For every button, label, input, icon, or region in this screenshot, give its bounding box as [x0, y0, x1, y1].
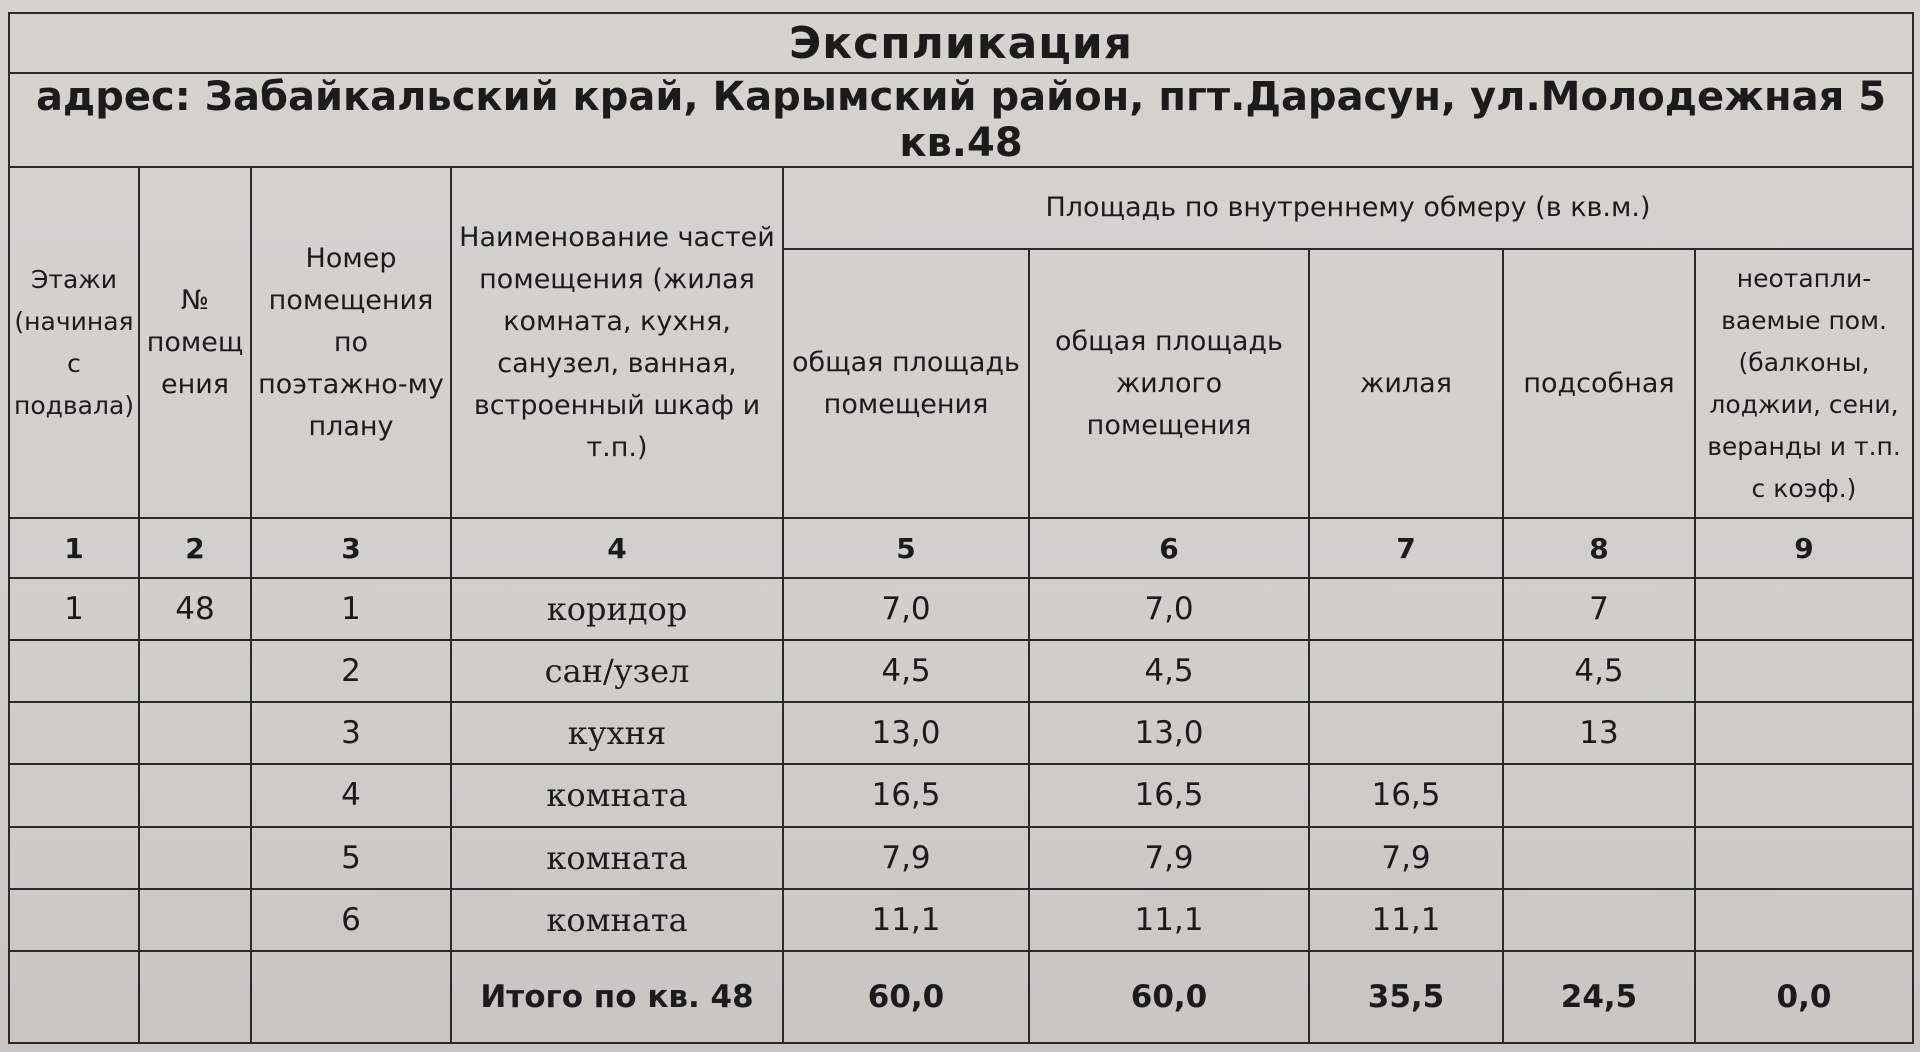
cell-unheated	[1695, 578, 1913, 640]
cell-plan-no: 3	[251, 702, 451, 764]
cell-living	[1309, 702, 1503, 764]
cell-living	[1309, 640, 1503, 702]
cell-floor	[9, 764, 139, 826]
cell-floor	[9, 951, 139, 1043]
title-row	[9, 13, 1913, 73]
column-number: 5	[783, 518, 1029, 578]
table-row	[9, 702, 1913, 764]
totals-row	[9, 951, 1913, 1043]
cell-total-living: 7,9	[1029, 827, 1309, 889]
cell-room	[139, 640, 251, 702]
cell-plan-no: 5	[251, 827, 451, 889]
cell-total-living: 11,1	[1029, 889, 1309, 951]
cell-total: 7,0	[783, 578, 1029, 640]
cell-floor	[9, 640, 139, 702]
header-living: жилая	[1309, 249, 1503, 518]
column-number: 7	[1309, 518, 1503, 578]
header-unheated: неотапли-ваемые пом. (балконы, лоджии, сени, веранды и т.п. с коэф.)	[1695, 249, 1913, 518]
column-number: 3	[251, 518, 451, 578]
cell-name: сан/узел	[451, 640, 783, 702]
header-room-plan-no: Номер помещения по поэтажно-му плану	[251, 167, 451, 518]
cell-total: 4,5	[783, 640, 1029, 702]
cell-total-living: 13,0	[1029, 702, 1309, 764]
cell-auxiliary	[1503, 889, 1695, 951]
header-area-group: Площадь по внутреннему обмеру (в кв.м.)	[783, 167, 1913, 249]
column-number: 1	[9, 518, 139, 578]
cell-room	[139, 764, 251, 826]
cell-name: комната	[451, 764, 783, 826]
column-number: 9	[1695, 518, 1913, 578]
cell-unheated	[1695, 764, 1913, 826]
table-row	[9, 578, 1913, 640]
cell-total-living: 4,5	[1029, 640, 1309, 702]
cell-total-living: 7,0	[1029, 578, 1309, 640]
cell-plan-no: 1	[251, 578, 451, 640]
cell-floor	[9, 889, 139, 951]
cell-floor	[9, 702, 139, 764]
totals-unheated: 0,0	[1695, 951, 1913, 1043]
cell-living: 7,9	[1309, 827, 1503, 889]
area-group-row	[9, 167, 1913, 249]
column-number: 6	[1029, 518, 1309, 578]
column-number: 2	[139, 518, 251, 578]
column-number-row	[9, 518, 1913, 578]
totals-label: Итого по кв. 48	[451, 951, 783, 1043]
header-floors: Этажи (начиная с подвала)	[9, 167, 139, 518]
cell-plan-no: 6	[251, 889, 451, 951]
cell-name: комната	[451, 889, 783, 951]
cell-unheated	[1695, 827, 1913, 889]
cell-total: 16,5	[783, 764, 1029, 826]
cell-auxiliary: 4,5	[1503, 640, 1695, 702]
cell-plan-no: 4	[251, 764, 451, 826]
cell-room	[139, 889, 251, 951]
address: адрес: Забайкальский край, Карымский район, пгт.Дарасун, ул.Молодежная 5 кв.48	[9, 73, 1913, 167]
table-row	[9, 640, 1913, 702]
cell-unheated	[1695, 640, 1913, 702]
totals-total-living: 60,0	[1029, 951, 1309, 1043]
cell-name: коридор	[451, 578, 783, 640]
cell-auxiliary: 7	[1503, 578, 1695, 640]
cell-total: 13,0	[783, 702, 1029, 764]
explication-table	[8, 12, 1914, 1044]
totals-total: 60,0	[783, 951, 1029, 1043]
header-room-no: № помещ ения	[139, 167, 251, 518]
cell-auxiliary	[1503, 764, 1695, 826]
cell-living: 16,5	[1309, 764, 1503, 826]
cell-floor	[9, 827, 139, 889]
totals-living: 35,5	[1309, 951, 1503, 1043]
cell-floor: 1	[9, 578, 139, 640]
cell-name: комната	[451, 827, 783, 889]
cell-auxiliary: 13	[1503, 702, 1695, 764]
header-total-living-area: общая площадь жилого помещения	[1029, 249, 1309, 518]
document-title: Экспликация	[9, 13, 1913, 73]
cell-living: 11,1	[1309, 889, 1503, 951]
cell-total-living: 16,5	[1029, 764, 1309, 826]
cell-living	[1309, 578, 1503, 640]
cell-plan-no	[251, 951, 451, 1043]
cell-unheated	[1695, 702, 1913, 764]
column-number: 8	[1503, 518, 1695, 578]
address-row	[9, 73, 1913, 167]
cell-unheated	[1695, 889, 1913, 951]
cell-total: 7,9	[783, 827, 1029, 889]
header-auxiliary: подсобная	[1503, 249, 1695, 518]
cell-total: 11,1	[783, 889, 1029, 951]
cell-room: 48	[139, 578, 251, 640]
cell-name: кухня	[451, 702, 783, 764]
column-number: 4	[451, 518, 783, 578]
totals-auxiliary: 24,5	[1503, 951, 1695, 1043]
table-row	[9, 827, 1913, 889]
cell-room	[139, 951, 251, 1043]
table-row	[9, 889, 1913, 951]
table-row	[9, 764, 1913, 826]
header-total-area: общая площадь помещения	[783, 249, 1029, 518]
cell-auxiliary	[1503, 827, 1695, 889]
cell-room	[139, 827, 251, 889]
cell-plan-no: 2	[251, 640, 451, 702]
header-part-name: Наименование частей помещения (жилая комната, кухня, санузел, ванная, встроенный шкаф и т.п.)	[451, 167, 783, 518]
cell-room	[139, 702, 251, 764]
